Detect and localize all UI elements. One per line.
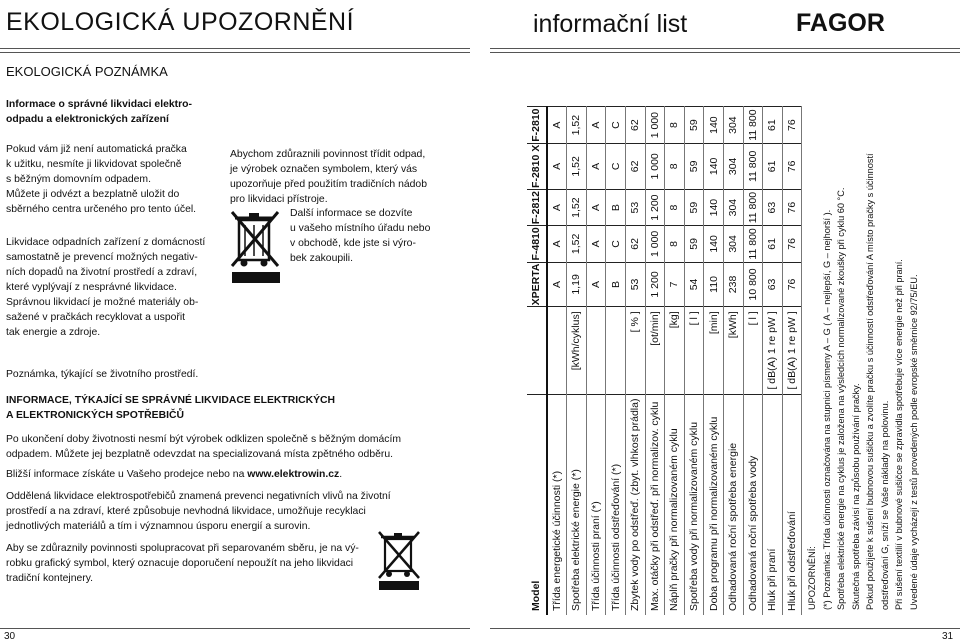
spec-table-rotated	[527, 106, 802, 615]
table-cell: 140	[704, 189, 724, 225]
table-cell: 62	[625, 107, 645, 143]
notes-line: Skutečná spotřeba závisí na způsobu používání pračky.	[850, 383, 861, 610]
table-cell: B	[606, 262, 626, 307]
row-label: Třída energetické účinnosti (*)	[547, 394, 567, 615]
row-label: Odhadovaná roční spotřeba energie	[723, 394, 743, 615]
table-cell: 10 800	[743, 262, 763, 307]
row-unit: [ dB(A) 1 re pW ]	[763, 307, 783, 394]
column-header: F-2810 X	[527, 143, 547, 189]
table-row	[782, 107, 802, 615]
table-cell: 304	[723, 226, 743, 262]
footer-rule-left	[0, 628, 470, 629]
body-paragraph-3: Oddělená likvidace elektrospotřebičů znamená prevenci negativních vlivů na životní prostředí a na zdraví, které způsobuje nevhodná likvidace, umožňuje recyklaci jednotlivých materiálů a tím i významnou úsporu energií a surovin.	[6, 491, 391, 532]
table-cell: 61	[763, 226, 783, 262]
notes-line: odstřeďování G, sníží se Vaše náklady na polovinu.	[879, 400, 890, 610]
table-cell: 140	[704, 107, 724, 143]
table-cell: 1,19	[567, 262, 587, 307]
table-header-row	[527, 107, 547, 615]
svg-text:FAGOR: FAGOR	[796, 9, 885, 35]
table-cell: A	[547, 107, 567, 143]
notes-line: Při sušení textilií v bubnové sušičce se zpravidla spotřebuje více energie než při praní.	[894, 259, 904, 610]
row-unit	[547, 307, 567, 394]
symbol-paragraph: Abychom zdůraznili povinnost třídit odpad, je výrobek označen symbolem, který vás upozorňuje před použitím tradičních nádob pro likvidaci přístroje.	[230, 149, 427, 205]
row-unit: [ l ]	[684, 307, 704, 394]
header-rule-left-2	[0, 52, 470, 53]
table-cell: 1,52	[567, 143, 587, 189]
table-cell: 53	[625, 262, 645, 307]
table-cell: 8	[665, 226, 685, 262]
notes-line: Spotřeba elektrické energie na cyklus je založena na výsledcích normalizované zkoušky při cyklu 60 °C.	[836, 187, 846, 610]
table-cell: 11 800	[743, 107, 763, 143]
table-cell: A	[586, 189, 606, 225]
table-cell: 63	[763, 262, 783, 307]
left-page-header: EKOLOGICKÁ UPOZORNĚNÍ	[6, 8, 355, 36]
table-row	[684, 107, 704, 615]
table-cell: C	[606, 107, 626, 143]
table-row	[723, 107, 743, 615]
table-row	[625, 107, 645, 615]
table-cell: 11 800	[743, 226, 763, 262]
table-cell: 62	[625, 226, 645, 262]
disposal-heading: INFORMACE, TÝKAJÍCÍ SE SPRÁVNÉ LIKVIDACE ELEKTRICKÝCH A ELEKTRONICKÝCH SPOTŘEBIČŮ	[6, 395, 336, 421]
row-unit: [ dB(A) 1 re pW ]	[782, 307, 802, 394]
notes-line: UPOZORNĚNÍ:	[807, 546, 817, 610]
header-rule-left	[0, 48, 470, 49]
row-unit: [kWh/cyklus]	[567, 307, 587, 394]
column-header: Model	[527, 394, 547, 615]
table-cell: 76	[782, 143, 802, 189]
table-cell: 76	[782, 189, 802, 225]
table-cell: 62	[625, 143, 645, 189]
table-cell: 59	[684, 226, 704, 262]
row-unit: [ % ]	[625, 307, 645, 394]
table-row	[567, 107, 587, 615]
crossed-bin-icon	[230, 206, 282, 289]
table-cell: 76	[782, 107, 802, 143]
table-cell: A	[547, 189, 567, 225]
table-cell: 61	[763, 143, 783, 189]
table-cell: 1 000	[645, 226, 665, 262]
table-cell: A	[547, 226, 567, 262]
table-row	[606, 107, 626, 615]
footer-rule-right	[490, 628, 960, 629]
table-cell: 76	[782, 226, 802, 262]
column-header	[527, 307, 547, 394]
column-header: F-2810	[527, 107, 547, 143]
section-title: EKOLOGICKÁ POZNÁMKA	[6, 64, 168, 79]
table-row	[665, 107, 685, 615]
table-cell: 76	[782, 262, 802, 307]
header-rule-right	[490, 48, 960, 49]
notes-block	[805, 153, 921, 610]
row-label: Hluk při praní	[763, 394, 783, 615]
table-cell: 304	[723, 107, 743, 143]
table-row	[743, 107, 763, 615]
row-unit	[586, 307, 606, 394]
table-cell: 140	[704, 143, 724, 189]
table-cell: 8	[665, 189, 685, 225]
table-cell: 1,52	[567, 189, 587, 225]
disposal-paragraph-1: Pokud vám již není automatická pračka k užitku, nesmíte ji likvidovat společně s běžným domovním odpadem. Můžete ji odvézt a bezplatně uložit do sběrného centra určeného pro tento účel.	[6, 144, 197, 215]
table-cell: 304	[723, 143, 743, 189]
spec-table	[527, 106, 802, 615]
table-cell: A	[586, 262, 606, 307]
table-cell: 59	[684, 189, 704, 225]
crossed-bin-icon-small	[377, 528, 421, 595]
row-label: Náplň pračky při normalizovaném cyklu	[665, 394, 685, 615]
row-unit	[606, 307, 626, 394]
table-cell: 54	[684, 262, 704, 307]
table-cell: 1 200	[645, 262, 665, 307]
table-row	[704, 107, 724, 615]
table-cell: 8	[665, 143, 685, 189]
table-cell: 1 000	[645, 107, 665, 143]
column-header: XPERTA	[527, 262, 547, 307]
fagor-logo	[796, 9, 896, 35]
table-cell: 53	[625, 189, 645, 225]
row-unit: [kg]	[665, 307, 685, 394]
table-cell: C	[606, 226, 626, 262]
table-cell: 7	[665, 262, 685, 307]
table-cell: 110	[704, 262, 724, 307]
row-unit: [kWh]	[723, 307, 743, 394]
row-unit: [min]	[704, 307, 724, 394]
row-label: Spotřeba elektrické energie (*)	[567, 394, 587, 615]
table-cell: 1,52	[567, 226, 587, 262]
column-header: F-2812	[527, 189, 547, 225]
body-paragraph-1: Po ukončení doby životnosti nesmí být výrobek odklizen společně s běžným domácím odpadem. Můžete jej bezplatně odevzdat na specializovaná místa zpětného odběru.	[6, 434, 402, 460]
elektrowin-link[interactable]: www.elektrowin.cz	[247, 469, 340, 480]
table-cell: 238	[723, 262, 743, 307]
environment-note: Poznámka, týkající se životního prostředí.	[6, 369, 199, 380]
table-row	[763, 107, 783, 615]
body-paragraph-2: Bližší informace získáte u Vašeho prodejce nebo na www.elektrowin.cz.	[6, 469, 343, 480]
column-header: F-4810	[527, 226, 547, 262]
table-cell: 1 200	[645, 189, 665, 225]
table-cell: 1 000	[645, 143, 665, 189]
table-row	[645, 107, 665, 615]
table-cell: 61	[763, 107, 783, 143]
info-heading: Informace o správné likvidaci elektro- odpadu a elektronických zařízení	[6, 99, 192, 125]
table-cell: 11 800	[743, 189, 763, 225]
right-page-header: informační list	[533, 10, 688, 38]
row-label: Třída účinnosti odstřeďování (*)	[606, 394, 626, 615]
more-info-paragraph: Další informace se dozvíte u vašeho místního úřadu nebo v obchodě, kde jste si výro- bek zakoupili.	[290, 208, 431, 264]
table-cell: 59	[684, 143, 704, 189]
row-unit: [ l ]	[743, 307, 763, 394]
row-label: Max. otáčky při odstřeď. při normalizov. cyklu	[645, 394, 665, 615]
table-cell: C	[606, 143, 626, 189]
body-paragraph-4: Aby se zdůraznily povinnosti spolupracovat při separovaném sběru, je na vý- robku grafický symbol, který oznacuje doporučení nepoužít na jeho likvidaci tradiční kontejnery.	[6, 543, 359, 584]
row-label: Odhadovaná roční spotřeba vody	[743, 394, 763, 615]
table-cell: 1,52	[567, 107, 587, 143]
row-label: Třída účinnosti praní (*)	[586, 394, 606, 615]
table-cell: 8	[665, 107, 685, 143]
disposal-paragraph-2: Likvidace odpadních zařízení z domácností samostatně je prevencí možných negativ- ních dopadů na životní prostředí a zdraví, které vyplývají z nesprávné likvidace. Správnou likvidací je možné materiály ob- sažené v pračkách recyklovat a uspořit tak energie a zdroje.	[6, 237, 206, 338]
table-cell: A	[547, 262, 567, 307]
table-cell: A	[586, 107, 606, 143]
table-cell: 140	[704, 226, 724, 262]
page-number-right: 31	[942, 631, 954, 642]
page-number-left: 30	[4, 631, 16, 642]
row-label: Doba programu při normalizovaném cyklu	[704, 394, 724, 615]
table-row	[586, 107, 606, 615]
table-cell: 304	[723, 189, 743, 225]
table-cell: A	[586, 143, 606, 189]
row-label: Zbytek vody po odstřeď. (zbyt. vlhkost prádla)	[625, 394, 645, 615]
notes-line: Uvedené údaje vycházejí z testů provedených podle evropské směrnice 92/75/EU.	[908, 274, 919, 610]
row-unit: [ot/min]	[645, 307, 665, 394]
table-cell: 59	[684, 107, 704, 143]
table-cell: A	[586, 226, 606, 262]
notes-line: (*) Poznámka: Třída účinnosti označována na stupnici písmeny A – G ( A – nejlepší, G – nejhorší ).	[821, 209, 832, 610]
table-row	[547, 107, 567, 615]
table-cell: B	[606, 189, 626, 225]
table-cell: 63	[763, 189, 783, 225]
table-cell: A	[547, 143, 567, 189]
table-cell: 11 800	[743, 143, 763, 189]
header-rule-right-2	[490, 52, 960, 53]
row-label: Spotřeba vody při normalizovaném cyklu	[684, 394, 704, 615]
notes-line: Pokud použijete k sušení bubnovou sušičku a zvolíte pračku s účinností odstřeďování A místo pračky s účinností	[865, 153, 875, 610]
row-label: Hluk při odstřeďování	[782, 394, 802, 615]
